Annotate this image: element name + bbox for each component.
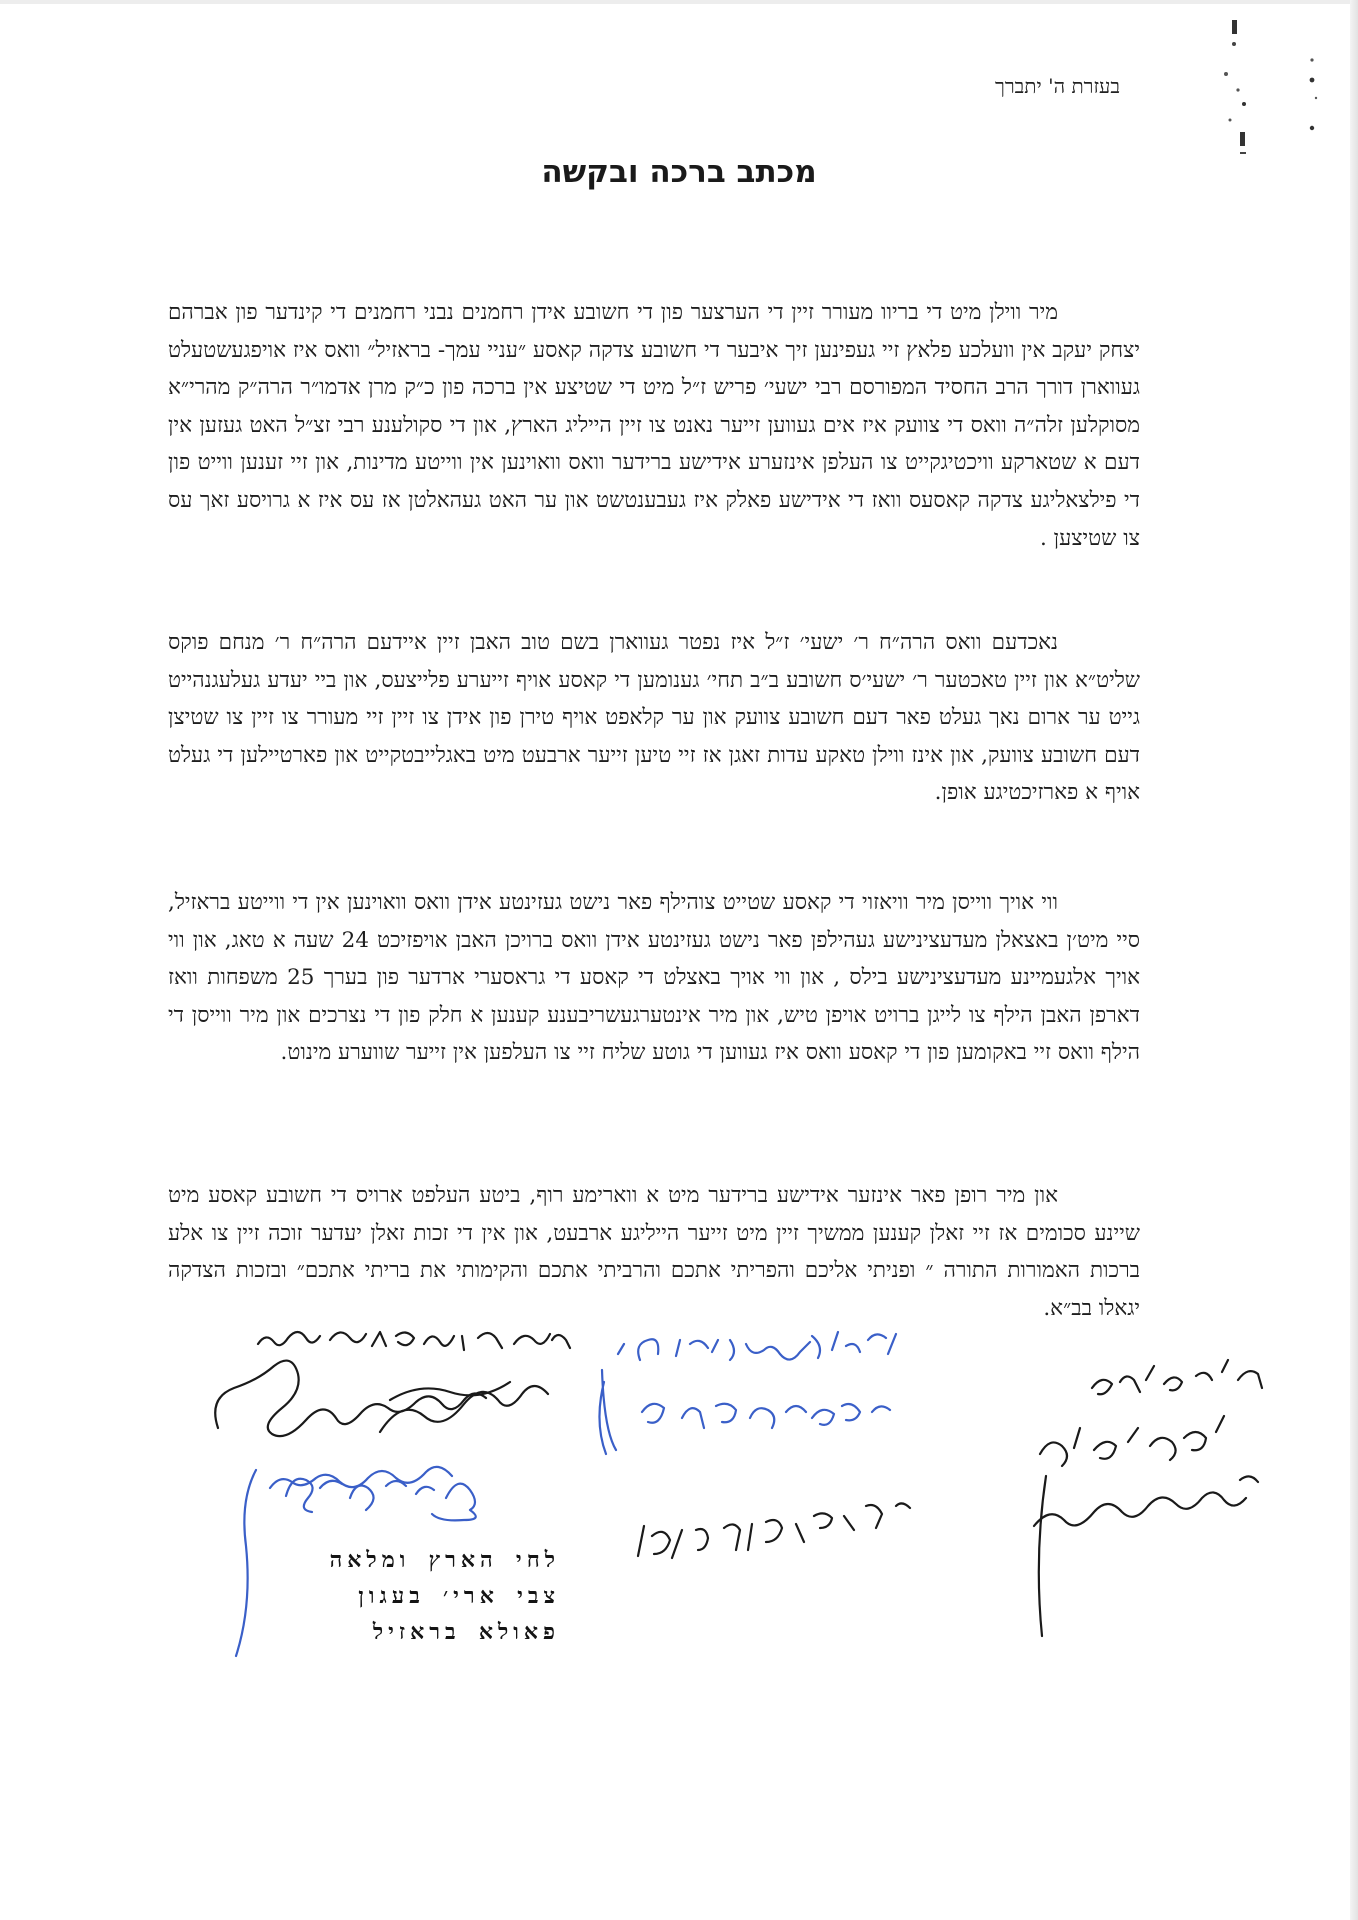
stamp-line-3: פאולא בראזיל [372,1620,560,1645]
rubber-stamp [288,1543,560,1651]
scan-top-edge [0,0,1358,4]
paragraph-4: און מיר רופן פאר אינזער אידישע ברידער מיט א ווארימע רוף, ביטע העלפט ארויס די חשובע קאסע מיט שיינע סכומים אז זיי זאלן קענען ממשיך זיין מיט זייער הייליגע ארבעט, און אין די זכות זאלן יעדער זוכה זיין צו אלע ברכות האמורות התורה ״ ופניתי אליכם והפריתי אתכם והרביתי אתכם והקימותי את בריתי אתכם״ ובזכות הצדקה יגאלו בב״א. [168,1183,1140,1321]
stamp-line-1: לחי הארץ ומלאה [329,1548,560,1573]
paragraph-1: מיר ווילן מיט די בריוו מעורר זיין די הערצער פון די חשובע אידן רחמנים נבני רחמנים די קינדער פון אברהם יצחק יעקב אין וועלכע פלאץ זיי געפינען זיך איבער די חשובע צדקה קאסע ״עניי עמך- בראזיל״ וואס איז אויפגעשטעלט געווארן דורך הרב החסיד המפורסם רבי ישעי׳ פריש ז״ל מיט די שטיצע אין ברכה פון כ״ק מרן אדמו״ר הרה״ק מהרי״א מסוקלען זלה״ה וואס די צוועק איז אים געווען זייער נאנט צו זיין הייליג הארץ, און די סקולענע רבי זצ״ל האט געזען אין דעם א שטארקע וויכטיגקייט צו העלפן אינזערע אידישע ברידער וואס וואוינען אין ווייטע מדינות, און זיי זענען ווייט פון די פילצאליגע צדקה קאסעס וואז די אידישע פאלק איז געבענטשט און ער האט געהאלטן אז עס איז א גרויסע זאך עס צו שטיצען . [168,300,1140,551]
scan-specks [1218,10,1328,170]
signature-left [215,1332,570,1436]
stamp-line-2: צבי ארי׳ בעגון [358,1584,560,1609]
header-blessing: בעזרת ה' יתברך [995,74,1120,98]
page-title: מכתב ברכה ובקשה [541,154,817,190]
paragraph-2: נאכדעם וואס הרה״ח ר׳ ישעי׳ ז״ל איז נפטר געווארן בשם טוב האבן זיין איידעם הרה״ח ר׳ מנחם פוקס שליט״א און זיין טאכטער ר׳ ישעי׳ס חשובע ב״ב תחי׳ גענומען די קאסע אויף זייערע פלייצעס, און ביי יעדע געלעגנהייט גייט ער ארום נאך געלט פאר דעם חשובע צוועק און ער קלאפט אויף טירן פון אידן צו זיין זיי מעורר צו זיין צו שטיצן דעם חשובע צוועק, און אינז ווילן טאקע עדות זאגן אז זיי טיען זייער ארבעט מיט באגלייבטקייט און פארטיילען די געלט אויף א פארזיכטיגע אופן. [168,630,1141,806]
signature-right [1034,1360,1262,1636]
signature-center-date [638,1503,910,1558]
paragraph-3: ווי אויך ווייסן מיר וויאזוי די קאסע שטייט צוהילף פאר נישט געזינטע אידן וואס וואוינען אין די ווייטע בראזיל, סיי מיט׳ן באצאלן מעדעצינישע געהילפן פאר נישט געזינטע אידן וואס ברויכן האבן אויפזיכט 24 שעה א טאג, און ווי אויך אלגעמיינע מעדעצינישע בילס , און ווי אויך באצלט די קאסע די גראסערי ארדער פון בערך 25 משפחות וואז דארפן האבן הילף צו לייגן ברויט אויפן טיש, און מיר אינטערגעשריבענע קענען א חלק פון די נצרכים און מיר ווייסן די הילף וואס זיי באקומען פון די קאסע וואס איז געווען די גוטע שליח זיי צו העלפען אין זייער שווערע מינוט. [168,890,1141,1066]
scan-right-edge [1350,0,1358,1920]
